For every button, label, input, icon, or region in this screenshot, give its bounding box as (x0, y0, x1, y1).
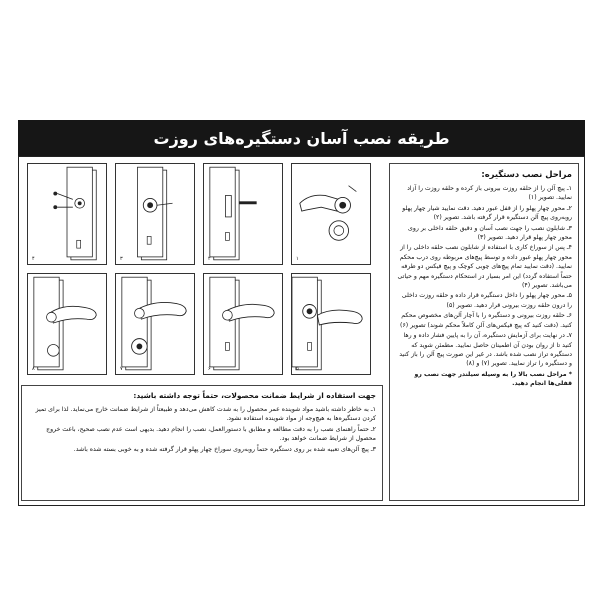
panel-number: ۲ (208, 256, 211, 262)
warranty-item: ۱ـ به خاطر داشته باشید مواد شوینده عمر محصول را به شدت کاهش می‌دهد و طبیعتاً از شرایط ضمانت خارج می‌نماید. لذا برای تمیز کردن دستگیره‌ها به هیچ‌وجه از مواد شوینده استفاده نشود. (35, 406, 376, 423)
sheet-title: طریقه نصب آسان دستگیره‌های روزت (18, 120, 585, 156)
door-spindle-illustration (204, 164, 282, 264)
panel-number: ۷ (120, 366, 123, 372)
door-with-screw-illustration (28, 164, 106, 264)
panel-number: ۳ (120, 256, 123, 262)
warranty-heading: جهت استفاده از شرایط ضمانت محصولات، حتماً توجه داشته باشید: (133, 391, 376, 400)
step-text: ۵ـ محور چهار پهلو را داخل دستگیره قرار داده و حلقه روزت داخلی را درون حلقه روزت بیرونی قرار دهید. تصویر (۵) (401, 292, 572, 309)
panel-number: ۸ (32, 366, 35, 372)
warranty-notice (21, 385, 383, 501)
step-text: ۱ـ پیچ آلن را از حلقه روزت بیرونی باز کرده و حلقه روزت را آزاد نمایید. تصویر (۱) (407, 185, 572, 202)
handle-allen-illustration (116, 274, 194, 374)
panel-number: ۶ (208, 366, 211, 372)
step-text: ۷ـ در نهایت برای آزمایش دستگیره، آن را به پایین فشار داده و رها کنید تا از روان بودن آن اطمینان حاصل نمایید. مطمئن شوید که دستگیره تراز نصب شده باشد. در غیر این صورت پیچ آلن را باز کنید و دستگیره را تراز نمایید. تصویر (۷) و (۸) (399, 332, 572, 368)
handle-rosette-illustration (292, 164, 370, 264)
panel-image-8 (291, 273, 371, 375)
step-text: ۳ـ شابلون نصب را جهت نصب آسان و دقیق حلقه داخلی بر روی محور چهار پهلو قرار دهید. تصویر (۳) (408, 224, 572, 242)
panel-image-4 (291, 163, 371, 265)
panel-number: ۱ (296, 256, 299, 262)
step-text: ۴ـ پس از سوراخ کاری با استفاده از شابلون نصب حلقه داخلی را از محور چهار پهلو عبور داده و توسط پیچ‌های مربوطه روی درب محکم نمایید. (دقت نمایید تمام پیچ‌های چوبی کوچک و پیچ فیکس دو طرفه حتماً استفاده گردد) این امر بسیار در استحکام دستگیره مهم و حیاتی می‌باشد. تصویر (۴) (397, 244, 572, 290)
installation-sheet (18, 120, 585, 506)
panel-number: ۵ (296, 366, 299, 372)
installation-steps (389, 163, 579, 501)
step-text: ۶ـ حلقه روزت بیرونی و دستگیره را با آچار آلن‌های مخصوص محکم کنید. (دقت کنید که پیچ فیکس‌های آلن کاملاً محکم شوند) تصویر (۶) (400, 312, 572, 329)
panel-image-7 (203, 273, 283, 375)
handle-spindle-illustration (292, 274, 370, 374)
panel-image-6 (115, 273, 195, 375)
door-with-rosette-illustration (116, 164, 194, 264)
panel-number: ۴ (32, 256, 35, 262)
handle-on-door-illustration (204, 274, 282, 374)
panel-image-3 (203, 163, 283, 265)
panel-image-1 (27, 163, 107, 265)
steps-heading: مراحل نصب دستگیره: (481, 169, 572, 179)
final-handle-illustration (28, 274, 106, 374)
step-note: * مراحل نصب بالا را به وسیله سیلندر جهت نصب رو قفلی‌ها انجام دهید. (414, 370, 572, 388)
warranty-item: ۲ـ حتماً راهنمای نصب را به دقت مطالعه و مطابق با دستورالعمل، نصب را انجام دهید. بدیهی است عدم نصب صحیح، باعث خروج محصول از شرایط ضمانت خواهد بود. (46, 425, 376, 443)
content-frame (18, 156, 585, 506)
step-text: ۲ـ محور چهار پهلو را از قفل عبور دهید. دقت نمایید شیار چهار پهلو رو‌به‌روی پیچ آلن دستگیره قرار گرفته باشد. تصویر (۲) (402, 204, 572, 222)
panel-image-5 (27, 273, 107, 375)
panel-image-2 (115, 163, 195, 265)
warranty-item: ۳ـ پیچ آلن‌های تعبیه شده بر روی دستگیره حتماً رو‌به‌روی سوراخ چهار پهلو قرار گرفته شده و به خوبی بسته شده باشد. (73, 445, 376, 453)
